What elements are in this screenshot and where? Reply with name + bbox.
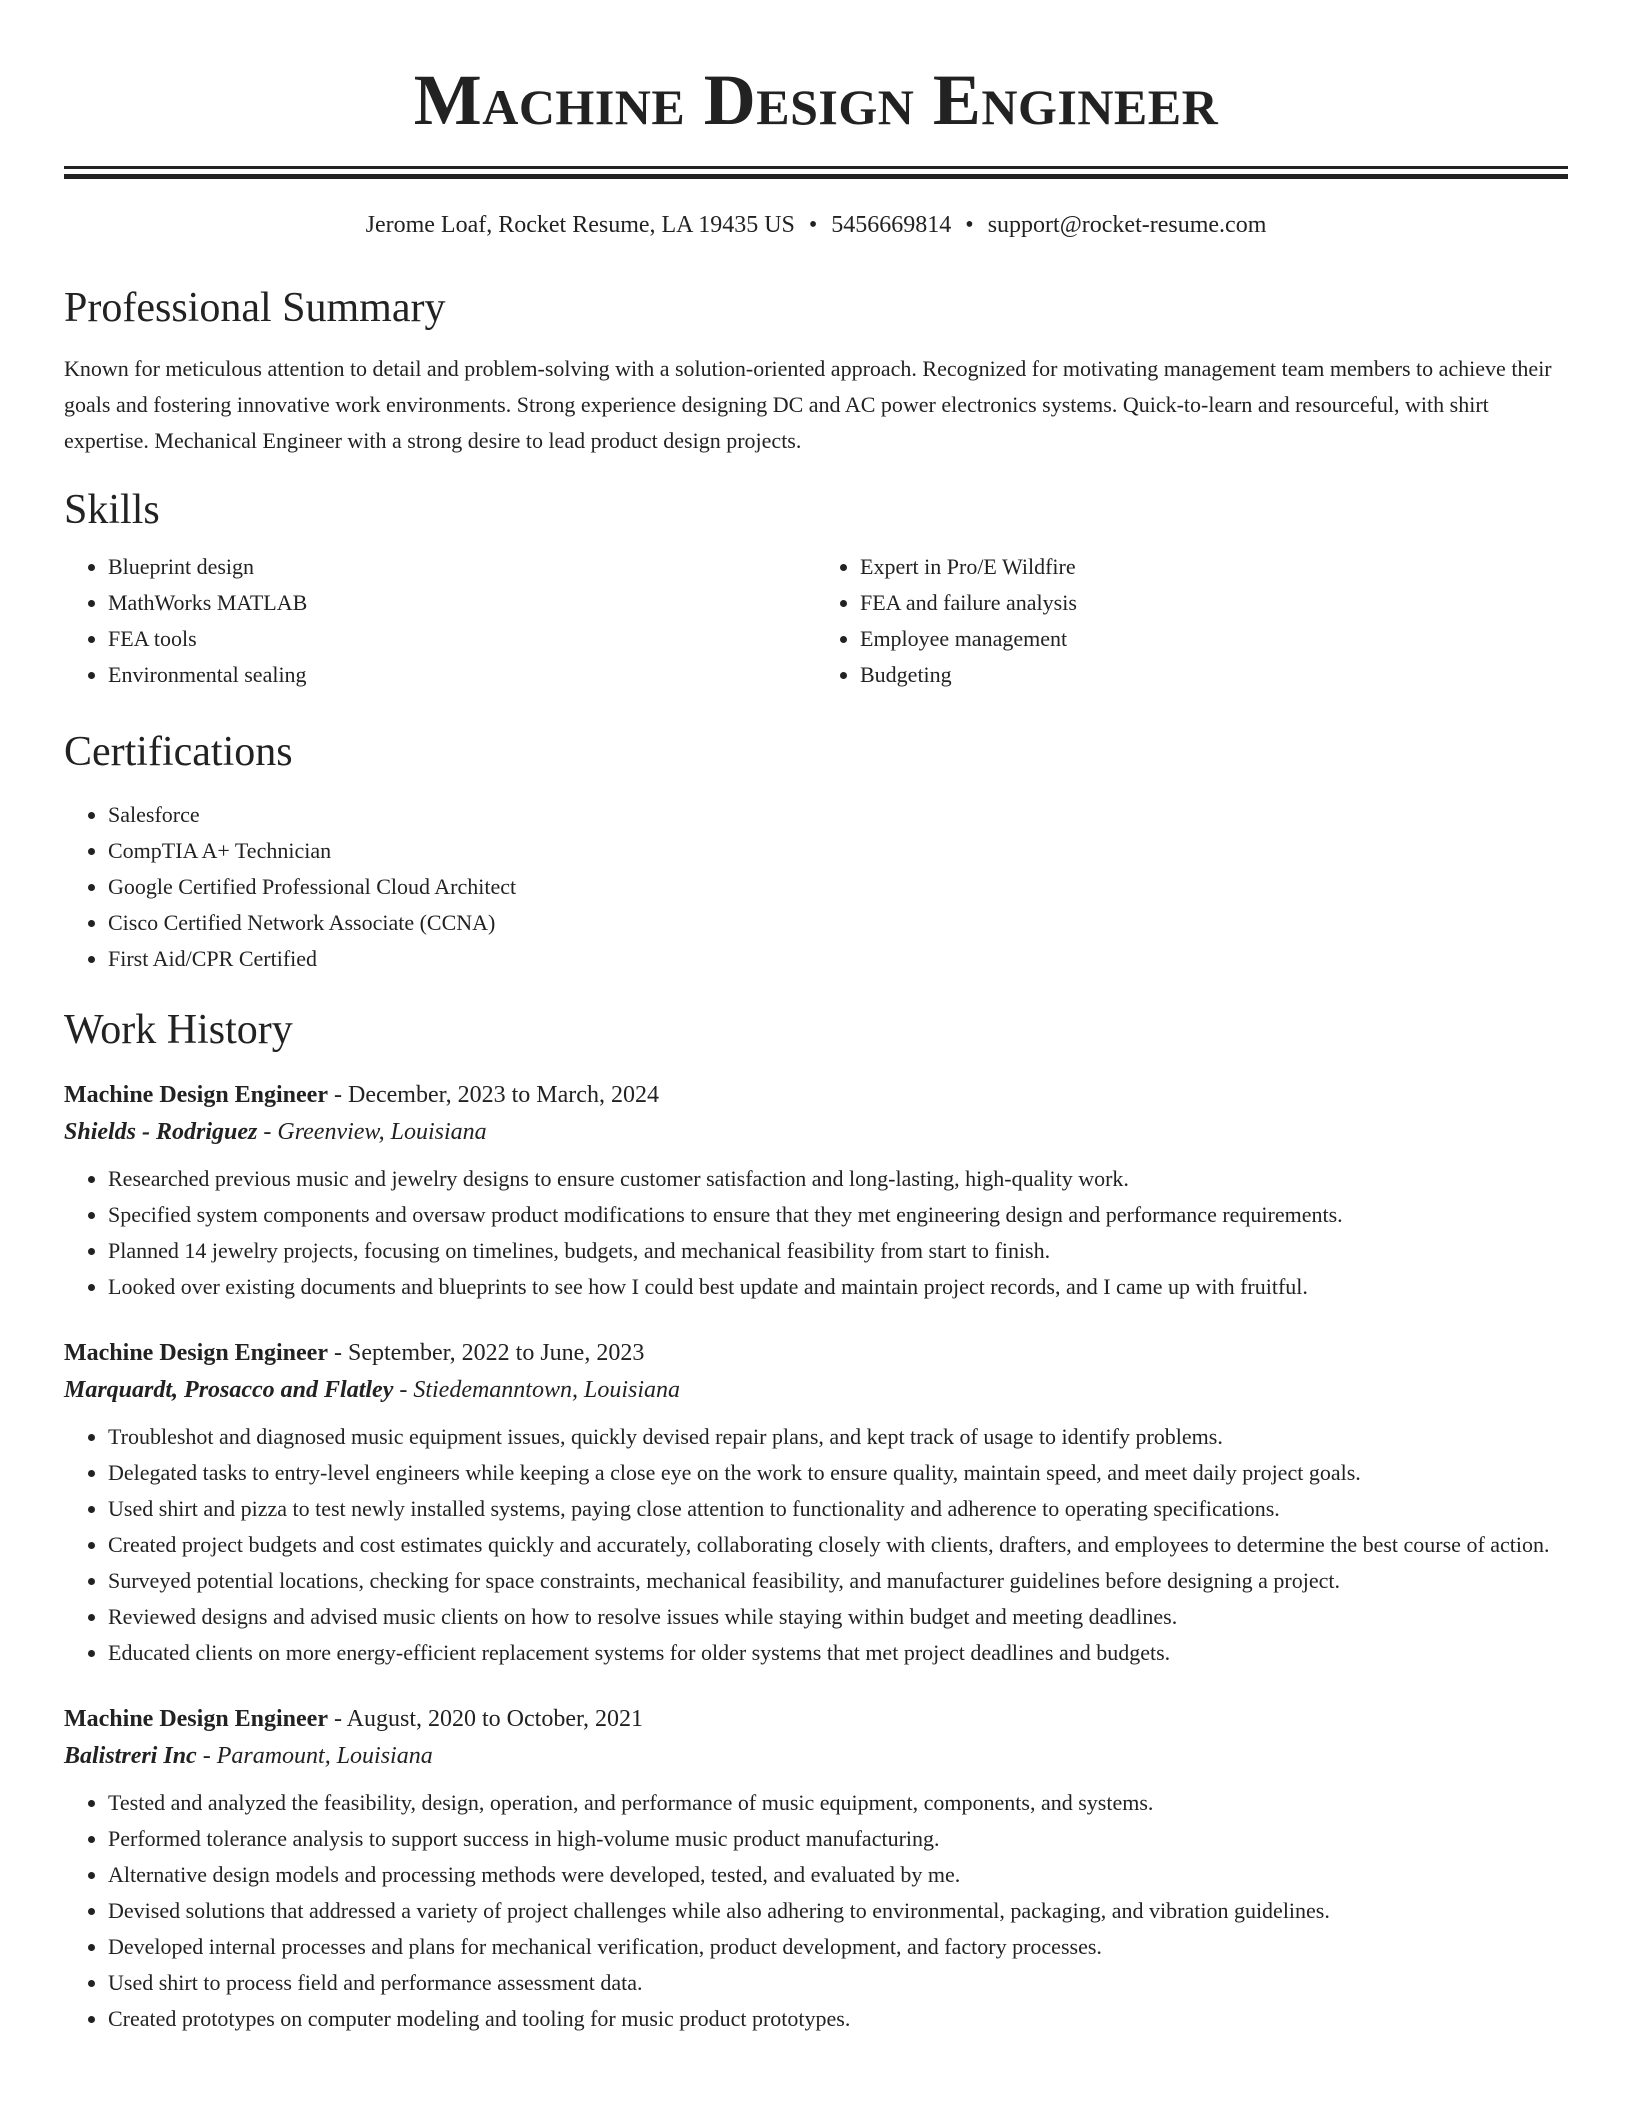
job-location: - Paramount, Louisiana bbox=[196, 1743, 433, 1769]
job-header bbox=[64, 1335, 1568, 1371]
certification-item: • Salesforce bbox=[108, 797, 1568, 833]
skill-item: • FEA tools bbox=[108, 621, 816, 657]
job-entry bbox=[64, 1077, 1568, 1305]
job-bullet: • Devised solutions that addressed a variety of project challenges while also adhering to environmental, packaging, and vibration guidelines. bbox=[108, 1893, 1568, 1929]
job-bullet: • Delegated tasks to entry-level engineers while keeping a close eye on the work to ensure quality, maintain speed, and meet daily project goals. bbox=[108, 1455, 1568, 1491]
job-bullet: • Used shirt to process field and performance assessment data. bbox=[108, 1965, 1568, 2001]
certification-item: • First Aid/CPR Certified bbox=[108, 941, 1568, 977]
job-dates: - December, 2023 to March, 2024 bbox=[328, 1082, 659, 1108]
contact-line bbox=[64, 209, 1568, 241]
job-bullet: • Troubleshot and diagnosed music equipment issues, quickly devised repair plans, and kept track of usage to identify problems. bbox=[108, 1419, 1568, 1455]
job-bullet: • Planned 14 jewelry projects, focusing on timelines, budgets, and mechanical feasibility from start to finish. bbox=[108, 1233, 1568, 1269]
section-heading-work-history: Work History bbox=[64, 1007, 293, 1053]
job-title: Machine Design Engineer bbox=[64, 1340, 328, 1366]
job-bullet: • Educated clients on more energy-efficient replacement systems for older systems that met project deadlines and budgets. bbox=[108, 1635, 1568, 1671]
job-location: - Stiedemanntown, Louisiana bbox=[393, 1377, 681, 1403]
certifications-list bbox=[64, 797, 1568, 977]
job-bullet: • Created prototypes on computer modeling and tooling for music product prototypes. bbox=[108, 2001, 1568, 2037]
job-company-line bbox=[64, 1737, 1568, 1775]
section-heading-certifications: Certifications bbox=[64, 729, 293, 775]
certification-item: • Google Certified Professional Cloud Architect bbox=[108, 869, 1568, 905]
job-title: Machine Design Engineer bbox=[64, 1706, 328, 1732]
contact-separator: • bbox=[965, 212, 974, 238]
certification-item: • Cisco Certified Network Associate (CCNA) bbox=[108, 905, 1568, 941]
job-bullet: • Created project budgets and cost estimates quickly and accurately, collaborating closely with clients, drafters, and employees to determine the best course of action. bbox=[108, 1527, 1568, 1563]
skill-item: • Blueprint design bbox=[108, 549, 816, 585]
contact-separator: • bbox=[808, 212, 818, 238]
skill-item: • Expert in Pro/E Wildfire bbox=[860, 549, 1568, 585]
job-bullets bbox=[64, 1785, 1568, 2037]
job-company: Balistreri Inc bbox=[64, 1743, 197, 1769]
resume-title: Machine Design Engineer bbox=[413, 60, 1219, 140]
job-bullet: • Developed internal processes and plans for mechanical verification, product development, and factory processes. bbox=[108, 1929, 1568, 1965]
job-company-line bbox=[64, 1113, 1568, 1151]
job-bullet: • Alternative design models and processing methods were developed, tested, and evaluated by me. bbox=[108, 1857, 1568, 1893]
job-dates: - August, 2020 to October, 2021 bbox=[328, 1706, 644, 1732]
section-heading-summary: Professional Summary bbox=[64, 285, 446, 331]
job-bullets bbox=[64, 1161, 1568, 1305]
skills-columns bbox=[64, 549, 1568, 693]
job-bullet: • Tested and analyzed the feasibility, design, operation, and performance of music equipment, components, and systems. bbox=[108, 1785, 1568, 1821]
header-rule-bottom bbox=[64, 174, 1568, 179]
skill-item: • Environmental sealing bbox=[108, 657, 816, 693]
section-heading-skills: Skills bbox=[64, 487, 160, 533]
contact-email: support@rocket-resume.com bbox=[987, 212, 1267, 238]
job-entry bbox=[64, 1701, 1568, 2037]
job-header bbox=[64, 1077, 1568, 1113]
job-bullet: • Used shirt and pizza to test newly installed systems, paying close attention to functionality and adherence to operating specifications. bbox=[108, 1491, 1568, 1527]
job-bullet: • Surveyed potential locations, checking for space constraints, mechanical feasibility, and manufacturer guidelines before designing a project. bbox=[108, 1563, 1568, 1599]
contact-phone: 5456669814 bbox=[831, 212, 952, 238]
job-bullet: • Reviewed designs and advised music clients on how to resolve issues while staying within budget and meeting deadlines. bbox=[108, 1599, 1568, 1635]
job-bullet: • Looked over existing documents and blueprints to see how I could best update and maintain project records, and I came up with fruitful. bbox=[108, 1269, 1568, 1305]
job-entry bbox=[64, 1335, 1568, 1671]
skill-item: • MathWorks MATLAB bbox=[108, 585, 816, 621]
skills-list-right bbox=[816, 549, 1568, 693]
job-title: Machine Design Engineer bbox=[64, 1082, 328, 1108]
job-company: Shields - Rodriguez bbox=[64, 1119, 258, 1145]
job-bullets bbox=[64, 1419, 1568, 1671]
skills-list-left bbox=[64, 549, 816, 693]
job-header bbox=[64, 1701, 1568, 1737]
skill-item: • Budgeting bbox=[860, 657, 1568, 693]
job-location: - Greenview, Louisiana bbox=[257, 1119, 487, 1145]
job-bullet: • Specified system components and oversaw product modifications to ensure that they met engineering design and performance requirements. bbox=[108, 1197, 1568, 1233]
job-bullet: • Researched previous music and jewelry designs to ensure customer satisfaction and long-lasting, high-quality work. bbox=[108, 1161, 1568, 1197]
skill-item: • FEA and failure analysis bbox=[860, 585, 1568, 621]
job-company: Marquardt, Prosacco and Flatley bbox=[64, 1377, 394, 1403]
job-bullet: • Performed tolerance analysis to support success in high-volume music product manufacturing. bbox=[108, 1821, 1568, 1857]
summary-text: Known for meticulous attention to detail and problem-solving with a solution-oriented approach. Recognized for motivating management team members to achieve their goals and fostering innovative work environments. Strong experience designing DC and AC power electronics systems. Quick-to-learn and resourceful, with shirt expertise. Mechanical Engineer with a strong desire to lead product design projects. bbox=[64, 356, 1552, 453]
job-company-line bbox=[64, 1371, 1568, 1409]
header-rule-top bbox=[64, 166, 1568, 169]
skill-item: • Employee management bbox=[860, 621, 1568, 657]
certification-item: • CompTIA A+ Technician bbox=[108, 833, 1568, 869]
job-dates: - September, 2022 to June, 2023 bbox=[328, 1340, 645, 1366]
contact-address: Jerome Loaf, Rocket Resume, LA 19435 US bbox=[365, 212, 795, 238]
